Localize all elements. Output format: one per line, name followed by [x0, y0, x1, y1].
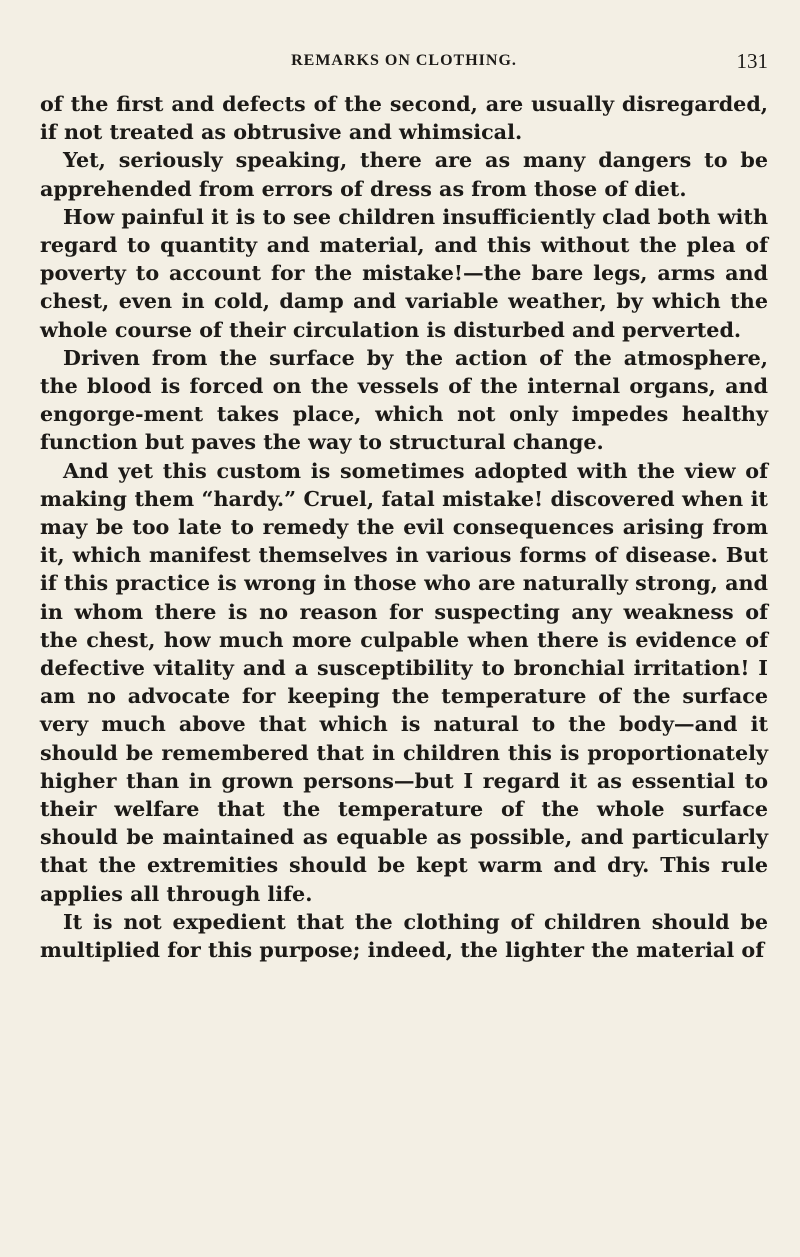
paragraph: Yet, seriously speaking, there are as many dangers to be apprehended from errors of dress as from those of diet. — [40, 148, 768, 201]
running-title: REMARKS ON CLOTHING. — [291, 52, 517, 69]
book-page — [40, 0, 768, 1257]
running-head — [40, 49, 768, 78]
paragraph: How painful it is to see children insufficiently clad both with regard to quantity and material, and this without the plea of poverty to account for the mistake!—the bare legs, arms and chest, even in cold, damp and variable weather, by which the whole course of their circulation is disturbed and perverted. — [40, 204, 768, 342]
page-number: 131 — [736, 49, 768, 73]
body-text — [40, 90, 768, 964]
paragraph: It is not expedient that the clothing of children should be multiplied for this purpose; indeed, the lighter the material of — [40, 909, 768, 963]
paragraph: Driven from the surface by the action of the atmosphere, the blood is forced on the vessels of the internal organs, and engorge-ment takes place, which not only impedes healthy function but paves the way to structural change. — [40, 345, 768, 455]
paragraph: And yet this custom is sometimes adopted with the view of making them “hardy.” Cruel, fatal mistake! discovered when it may be too late to remedy the evil consequences arising from it, which manifest themselves in various forms of disease. But if this practice is wrong in those who are naturally strong, and in whom there is no reason for suspecting any weakness of the chest, how much more culpable when there is evidence of defective vitality and a susceptibility to bronchial irritation! I am no advocate for keeping the temperature of the surface very much above that which is natural to the body—and it should be remembered that in children this is proportionately higher than in grown persons—but I regard it as essential to their welfare that the temperature of the whole surface should be maintained as equable as possible, and particularly that the extremities should be kept warm and dry. This rule applies all through life. — [40, 458, 768, 906]
paragraph-continued: of the first and defects of the second, are usually disregarded, if not treated as obtrusive and whimsical. — [40, 92, 768, 145]
